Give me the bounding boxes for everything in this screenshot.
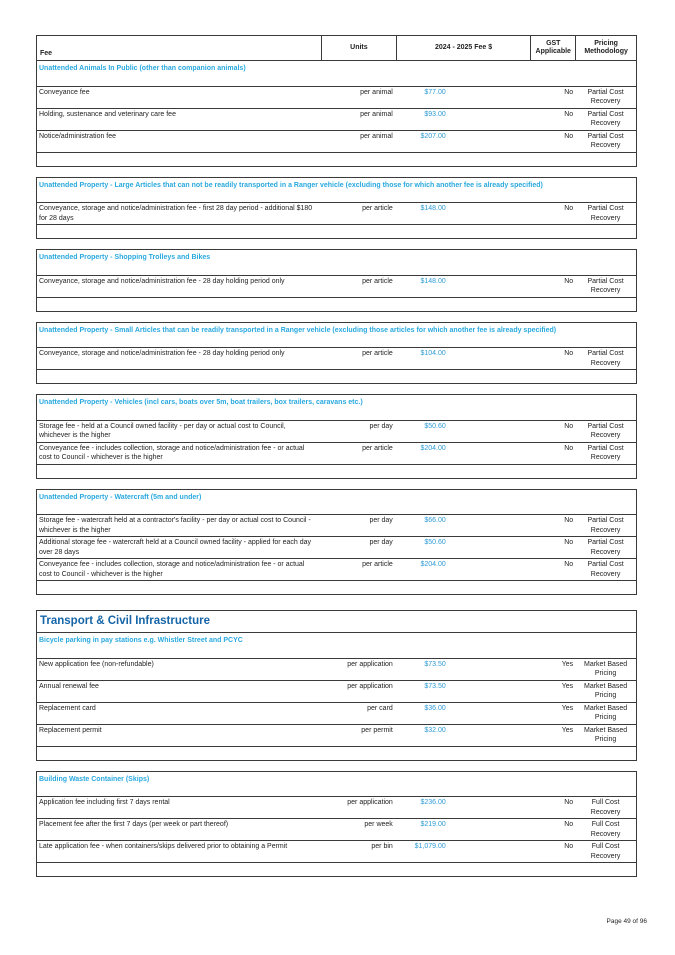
fee-amount <box>396 203 531 224</box>
fee-units: per animal <box>360 110 393 118</box>
fee-description: Replacement permit <box>39 726 102 734</box>
fee-units: per day <box>369 422 393 430</box>
fee-amount <box>396 348 531 369</box>
pricing-methodology: Partial Cost Recovery <box>587 422 624 439</box>
fee-description: Annual renewal fee <box>39 682 99 690</box>
fee-amount-value: $204.00 <box>420 444 446 452</box>
fee-amount <box>396 681 531 702</box>
section-title: Bicycle parking in pay stations e.g. Whistler Street and PCYC <box>39 637 243 644</box>
fee-units: per article <box>362 205 393 212</box>
column-header-gst-applicable: GST Applicable <box>530 36 575 60</box>
pricing-methodology: Market Based Pricing <box>584 682 628 699</box>
fee-units: per article <box>362 561 393 568</box>
column-header-units: Units <box>321 36 396 60</box>
section-unattended-property-watercraft <box>36 489 637 596</box>
section-title: Unattended Property - Vehicles (incl cars, boats over 5m, boat trailers, box trailers, caravans etc.) <box>39 399 363 406</box>
fee-units: per article <box>362 444 393 452</box>
table-row <box>37 818 636 840</box>
table-row <box>37 130 636 152</box>
gst-applicable: Yes <box>561 682 574 690</box>
fee-amount-value: $204.00 <box>420 561 446 568</box>
table-row <box>37 420 636 442</box>
section-unattended-property-vehicles <box>36 394 637 479</box>
fee-amount <box>396 725 531 746</box>
fee-amount-value: $36.00 <box>424 704 446 712</box>
fee-amount-value: $66.00 <box>424 517 446 524</box>
empty-row <box>37 746 636 760</box>
table-row <box>37 680 636 702</box>
empty-row <box>37 862 636 876</box>
pricing-methodology: Partial Cost Recovery <box>587 132 624 149</box>
section-unattended-property-small-articles <box>36 322 637 385</box>
gst-applicable: No <box>564 444 574 452</box>
fee-units: per animal <box>360 132 393 140</box>
fee-units: per permit <box>361 726 393 734</box>
table-row <box>37 108 636 130</box>
table-row <box>37 796 636 818</box>
fee-units: per bin <box>371 843 393 850</box>
fee-units: per application <box>347 660 393 668</box>
table-row <box>37 86 636 108</box>
fee-description: Replacement card <box>39 704 96 712</box>
gst-applicable: No <box>564 205 574 212</box>
fee-description: Conveyance fee <box>39 88 90 96</box>
section-title: Building Waste Container (Skips) <box>39 775 150 783</box>
fee-amount-value: $73.50 <box>424 660 446 668</box>
fee-description: Storage fee - held at a Council owned facility - per day or actual cost to Council, whichever is the higher <box>39 422 286 439</box>
fee-units: per week <box>364 821 393 828</box>
gst-applicable: Yes <box>561 660 574 668</box>
fee-amount <box>396 276 531 297</box>
pricing-methodology: Partial Cost Recovery <box>587 277 624 294</box>
fee-description: New application fee (non-refundable) <box>39 660 154 668</box>
fee-amount <box>396 819 531 840</box>
page-number: Page 49 of 96 <box>606 918 647 925</box>
pricing-methodology: Partial Cost Recovery <box>587 517 624 534</box>
table-row <box>37 840 636 862</box>
fee-amount-value: $207.00 <box>420 132 446 140</box>
fee-description: Placement fee after the first 7 days (per week or part thereof) <box>39 821 229 828</box>
empty-row <box>37 297 636 311</box>
empty-row <box>37 369 636 383</box>
pricing-methodology: Partial Cost Recovery <box>587 205 624 222</box>
fee-units: per day <box>369 539 393 546</box>
table-row <box>37 702 636 724</box>
gst-applicable: No <box>564 110 574 118</box>
section-title: Unattended Property - Shopping Trolleys and Bikes <box>39 254 211 261</box>
gst-applicable: No <box>564 277 574 285</box>
table-row <box>37 514 636 536</box>
empty-row <box>37 152 636 166</box>
gst-applicable: No <box>564 132 574 140</box>
fee-units: per article <box>362 350 393 357</box>
section-building-waste-container <box>36 771 637 878</box>
fee-amount <box>396 515 531 536</box>
table-row <box>37 558 636 580</box>
empty-row <box>37 464 636 478</box>
pricing-methodology: Partial Cost Recovery <box>587 561 624 578</box>
fee-amount-value: $104.00 <box>420 350 446 357</box>
table-row <box>37 275 636 297</box>
fee-amount-value: $50.60 <box>424 422 446 430</box>
fee-description: Conveyance, storage and notice/administration fee - first 28 day period - additional $180 for 28 days <box>39 205 313 222</box>
category-title: Transport & Civil Infrastructure <box>37 611 636 633</box>
fee-amount-value: $148.00 <box>420 277 446 285</box>
gst-applicable: No <box>564 821 574 828</box>
pricing-methodology: Partial Cost Recovery <box>587 88 624 105</box>
fee-amount-value: $236.00 <box>420 799 446 806</box>
gst-applicable: No <box>564 350 574 357</box>
column-header-fee: Fee <box>40 49 53 57</box>
section-unattended-property-large-articles <box>36 177 637 240</box>
fee-description: Notice/administration fee <box>39 132 117 140</box>
column-header-fee-amount: 2024 - 2025 Fee $ <box>396 36 531 60</box>
fee-description: Application fee including first 7 days rental <box>39 799 170 806</box>
fee-amount-value: $50.60 <box>424 539 446 546</box>
fee-schedule-page <box>36 35 637 877</box>
fee-amount-value: $32.00 <box>424 726 446 734</box>
fee-units: per application <box>347 682 393 690</box>
fee-description: Conveyance, storage and notice/administration fee - 28 day holding period only <box>39 277 285 285</box>
table-row <box>37 536 636 558</box>
fee-description: Conveyance, storage and notice/administration fee - 28 day holding period only <box>39 350 285 357</box>
fee-amount <box>396 659 531 680</box>
pricing-methodology: Full Cost Recovery <box>590 843 621 860</box>
fee-amount <box>396 797 531 818</box>
fee-amount <box>396 109 531 130</box>
pricing-methodology: Partial Cost Recovery <box>587 539 624 556</box>
fee-amount-value: $219.00 <box>420 821 446 828</box>
gst-applicable: No <box>564 422 574 430</box>
pricing-methodology: Full Cost Recovery <box>590 821 621 838</box>
pricing-methodology: Partial Cost Recovery <box>587 350 624 367</box>
gst-applicable: Yes <box>561 704 574 712</box>
fee-description: Late application fee - when containers/skips delivered prior to obtaining a Permit <box>39 843 288 850</box>
section-title: Unattended Property - Large Articles that can not be readily transported in a Ranger vehicle (excluding those for which another fee is already specified) <box>39 181 543 189</box>
section-unattended-property-trolleys-bikes <box>36 249 637 312</box>
section-title: Unattended Property - Watercraft (5m and under) <box>39 493 202 501</box>
fee-units: per application <box>347 799 393 806</box>
table-row <box>37 442 636 464</box>
pricing-methodology: Market Based Pricing <box>584 704 628 721</box>
section-title: Unattended Animals In Public (other than companion animals) <box>39 65 246 72</box>
table-row <box>37 724 636 746</box>
empty-row <box>37 580 636 594</box>
fee-amount-value: $148.00 <box>420 205 446 212</box>
section-unattended-animals <box>36 60 637 167</box>
fee-description: Conveyance fee - includes collection, storage and notice/administration fee - or actual cost to Council - whichever is the higher <box>39 444 305 461</box>
pricing-methodology: Market Based Pricing <box>584 660 628 677</box>
fee-units: per article <box>362 277 393 285</box>
table-row <box>37 347 636 369</box>
fee-amount <box>396 841 531 862</box>
section-title: Unattended Property - Small Articles that can be readily transported in a Ranger vehicle (excluding those articles for which another fee is already specified) <box>39 326 557 334</box>
gst-applicable: Yes <box>561 726 574 734</box>
fee-units: per day <box>369 517 393 524</box>
pricing-methodology: Partial Cost Recovery <box>587 444 624 461</box>
fee-amount <box>396 87 531 108</box>
table-row <box>37 658 636 680</box>
fee-amount <box>396 559 531 580</box>
fee-amount <box>396 443 531 464</box>
gst-applicable: No <box>564 799 574 806</box>
section-transport-bicycle-parking <box>36 610 637 761</box>
fee-units: per animal <box>360 88 393 96</box>
fee-amount-value: $1,079.00 <box>414 843 446 850</box>
fee-units: per card <box>367 704 393 712</box>
fee-amount-value: $73.50 <box>424 682 446 690</box>
fee-amount <box>396 703 531 724</box>
fee-description: Additional storage fee - watercraft held at a Council owned facility - applied for each day over 28 days <box>39 539 311 556</box>
gst-applicable: No <box>564 539 574 546</box>
table-row <box>37 202 636 224</box>
pricing-methodology: Full Cost Recovery <box>590 799 621 816</box>
pricing-methodology: Market Based Pricing <box>584 726 628 743</box>
fee-description: Storage fee - watercraft held at a contractor's facility - per day or actual cost to Council - whichever is the higher <box>39 517 311 534</box>
gst-applicable: No <box>564 561 574 568</box>
fee-amount <box>396 131 531 152</box>
fee-description: Holding, sustenance and veterinary care fee <box>39 110 176 118</box>
gst-applicable: No <box>564 88 574 96</box>
fee-description: Conveyance fee - includes collection, storage and notice/administration fee - or actual cost to Council - whichever is the higher <box>39 561 305 578</box>
fee-amount-value: $93.00 <box>424 110 446 118</box>
empty-row <box>37 224 636 238</box>
fee-amount <box>396 537 531 558</box>
fee-amount <box>396 421 531 442</box>
fee-amount-value: $77.00 <box>424 88 446 96</box>
pricing-methodology: Partial Cost Recovery <box>587 110 624 127</box>
table-header-row <box>36 35 637 61</box>
column-header-pricing-methodology: Pricing Methodology <box>575 36 636 60</box>
gst-applicable: No <box>564 843 574 850</box>
gst-applicable: No <box>564 517 574 524</box>
